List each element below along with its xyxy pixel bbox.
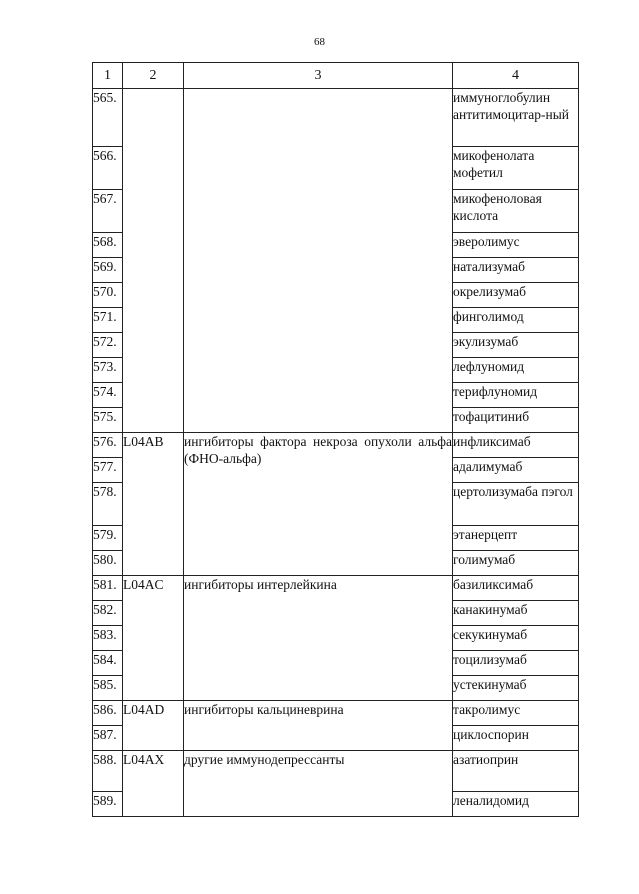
table-row xyxy=(93,576,579,601)
column-header: 1 xyxy=(93,63,123,89)
drug-name: этанерцепт xyxy=(453,526,579,551)
group-description: ингибиторы интерлейкина xyxy=(184,576,453,701)
drug-name: натализумаб xyxy=(453,258,579,283)
drug-name: тофацитиниб xyxy=(453,408,579,433)
drug-name: инфликсимаб xyxy=(453,433,579,458)
row-number: 589. xyxy=(93,792,123,817)
drug-name: канакинумаб xyxy=(453,601,579,626)
drug-name: окрелизумаб xyxy=(453,283,579,308)
atc-code: L04AD xyxy=(123,701,184,751)
drug-name: микофенолата мофетил xyxy=(453,147,579,190)
row-number: 570. xyxy=(93,283,123,308)
medication-table xyxy=(92,62,579,817)
drug-name: адалимумаб xyxy=(453,458,579,483)
row-number: 566. xyxy=(93,147,123,190)
drug-name: микофеноловая кислота xyxy=(453,190,579,233)
atc-code: L04AB xyxy=(123,433,184,576)
group-description: ингибиторы фактора некроза опухоли альфа (ФНО-альфа) xyxy=(184,433,453,576)
drug-name: эверолимус xyxy=(453,233,579,258)
column-header: 3 xyxy=(184,63,453,89)
atc-code: L04AX xyxy=(123,751,184,817)
row-number: 569. xyxy=(93,258,123,283)
row-number: 575. xyxy=(93,408,123,433)
drug-name: терифлуномид xyxy=(453,383,579,408)
row-number: 565. xyxy=(93,89,123,147)
row-number: 587. xyxy=(93,726,123,751)
page-number: 68 xyxy=(314,36,325,48)
row-number: 574. xyxy=(93,383,123,408)
table-header-row xyxy=(93,63,579,89)
drug-name: леналидомид xyxy=(453,792,579,817)
table-row xyxy=(93,701,579,726)
drug-name: азатиоприн xyxy=(453,751,579,792)
atc-code-cell xyxy=(123,89,184,433)
row-number: 571. xyxy=(93,308,123,333)
drug-name: экулизумаб xyxy=(453,333,579,358)
row-number: 588. xyxy=(93,751,123,792)
row-number: 579. xyxy=(93,526,123,551)
row-number: 567. xyxy=(93,190,123,233)
group-description: ингибиторы кальциневрина xyxy=(184,701,453,751)
row-number: 585. xyxy=(93,676,123,701)
drug-name: лефлуномид xyxy=(453,358,579,383)
row-number: 577. xyxy=(93,458,123,483)
drug-name: базиликсимаб xyxy=(453,576,579,601)
table-row xyxy=(93,433,579,458)
drug-name: голимумаб xyxy=(453,551,579,576)
row-number: 581. xyxy=(93,576,123,601)
row-number: 584. xyxy=(93,651,123,676)
row-number: 583. xyxy=(93,626,123,651)
row-number: 582. xyxy=(93,601,123,626)
drug-name: цертолизумаба пэгол xyxy=(453,483,579,526)
column-header: 2 xyxy=(123,63,184,89)
drug-name: тоцилизумаб xyxy=(453,651,579,676)
row-number: 576. xyxy=(93,433,123,458)
atc-code: L04AC xyxy=(123,576,184,701)
group-description: другие иммунодепрессанты xyxy=(184,751,453,817)
drug-name: такролимус xyxy=(453,701,579,726)
row-number: 568. xyxy=(93,233,123,258)
row-number: 578. xyxy=(93,483,123,526)
drug-name: циклоспорин xyxy=(453,726,579,751)
drug-name: устекинумаб xyxy=(453,676,579,701)
table-row xyxy=(93,89,579,147)
group-description-cell xyxy=(184,89,453,433)
drug-name: иммуноглобулин антитимоцитар-ный xyxy=(453,89,579,147)
drug-name: финголимод xyxy=(453,308,579,333)
row-number: 580. xyxy=(93,551,123,576)
drug-name: секукинумаб xyxy=(453,626,579,651)
column-header: 4 xyxy=(453,63,579,89)
table-row xyxy=(93,751,579,792)
row-number: 573. xyxy=(93,358,123,383)
row-number: 586. xyxy=(93,701,123,726)
row-number: 572. xyxy=(93,333,123,358)
